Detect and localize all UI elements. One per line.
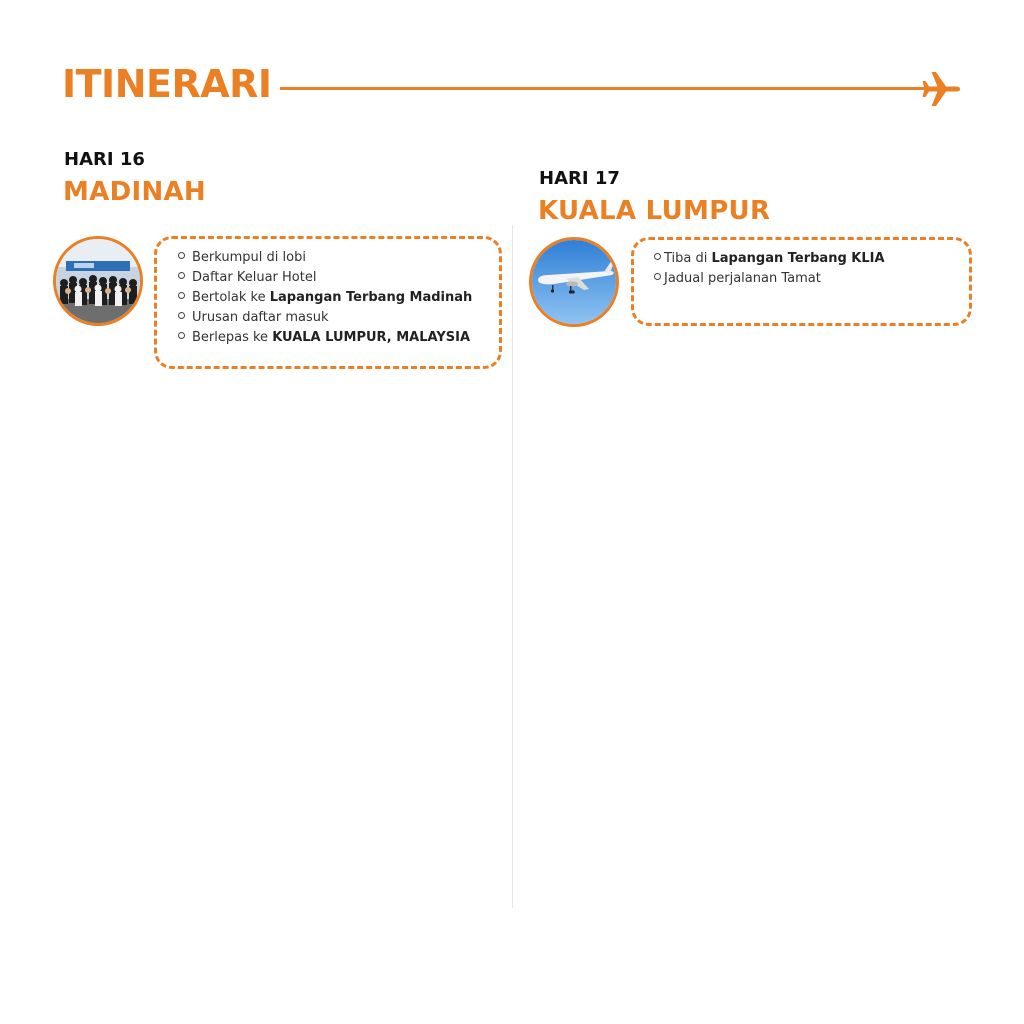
bullet-icon (654, 273, 661, 280)
bullet-icon (178, 252, 185, 259)
column-divider (512, 225, 513, 908)
list-item: Jadual perjalanan Tamat (654, 269, 969, 289)
list-item: Daftar Keluar Hotel (178, 268, 499, 288)
airplane-photo (529, 237, 619, 327)
list-item: Berkumpul di lobi (178, 248, 499, 268)
bullet-icon (178, 292, 185, 299)
city-kuala-lumpur: KUALA LUMPUR (538, 196, 771, 226)
page-title: ITINERARI (62, 62, 272, 106)
list-item: Tiba di Lapangan Terbang KLIA (654, 249, 969, 269)
list-item: Urusan daftar masuk (178, 308, 499, 328)
group-photo (53, 236, 143, 326)
airplane-icon (922, 71, 962, 107)
bullet-icon (178, 312, 185, 319)
title-line (280, 87, 940, 90)
activity-list-day-16 (178, 248, 499, 348)
bullet-icon (178, 272, 185, 279)
day-label-17: HARI 17 (539, 168, 620, 189)
bullet-icon (178, 332, 185, 339)
list-item: Berlepas ke KUALA LUMPUR, MALAYSIA (178, 328, 499, 348)
day-label-16: HARI 16 (64, 149, 145, 170)
list-item: Bertolak ke Lapangan Terbang Madinah (178, 288, 499, 308)
itinerary-box-day-17 (631, 237, 972, 326)
itinerary-box-day-16 (154, 236, 502, 369)
activity-list-day-17 (654, 249, 969, 289)
bullet-icon (654, 253, 661, 260)
city-madinah: MADINAH (63, 177, 206, 207)
